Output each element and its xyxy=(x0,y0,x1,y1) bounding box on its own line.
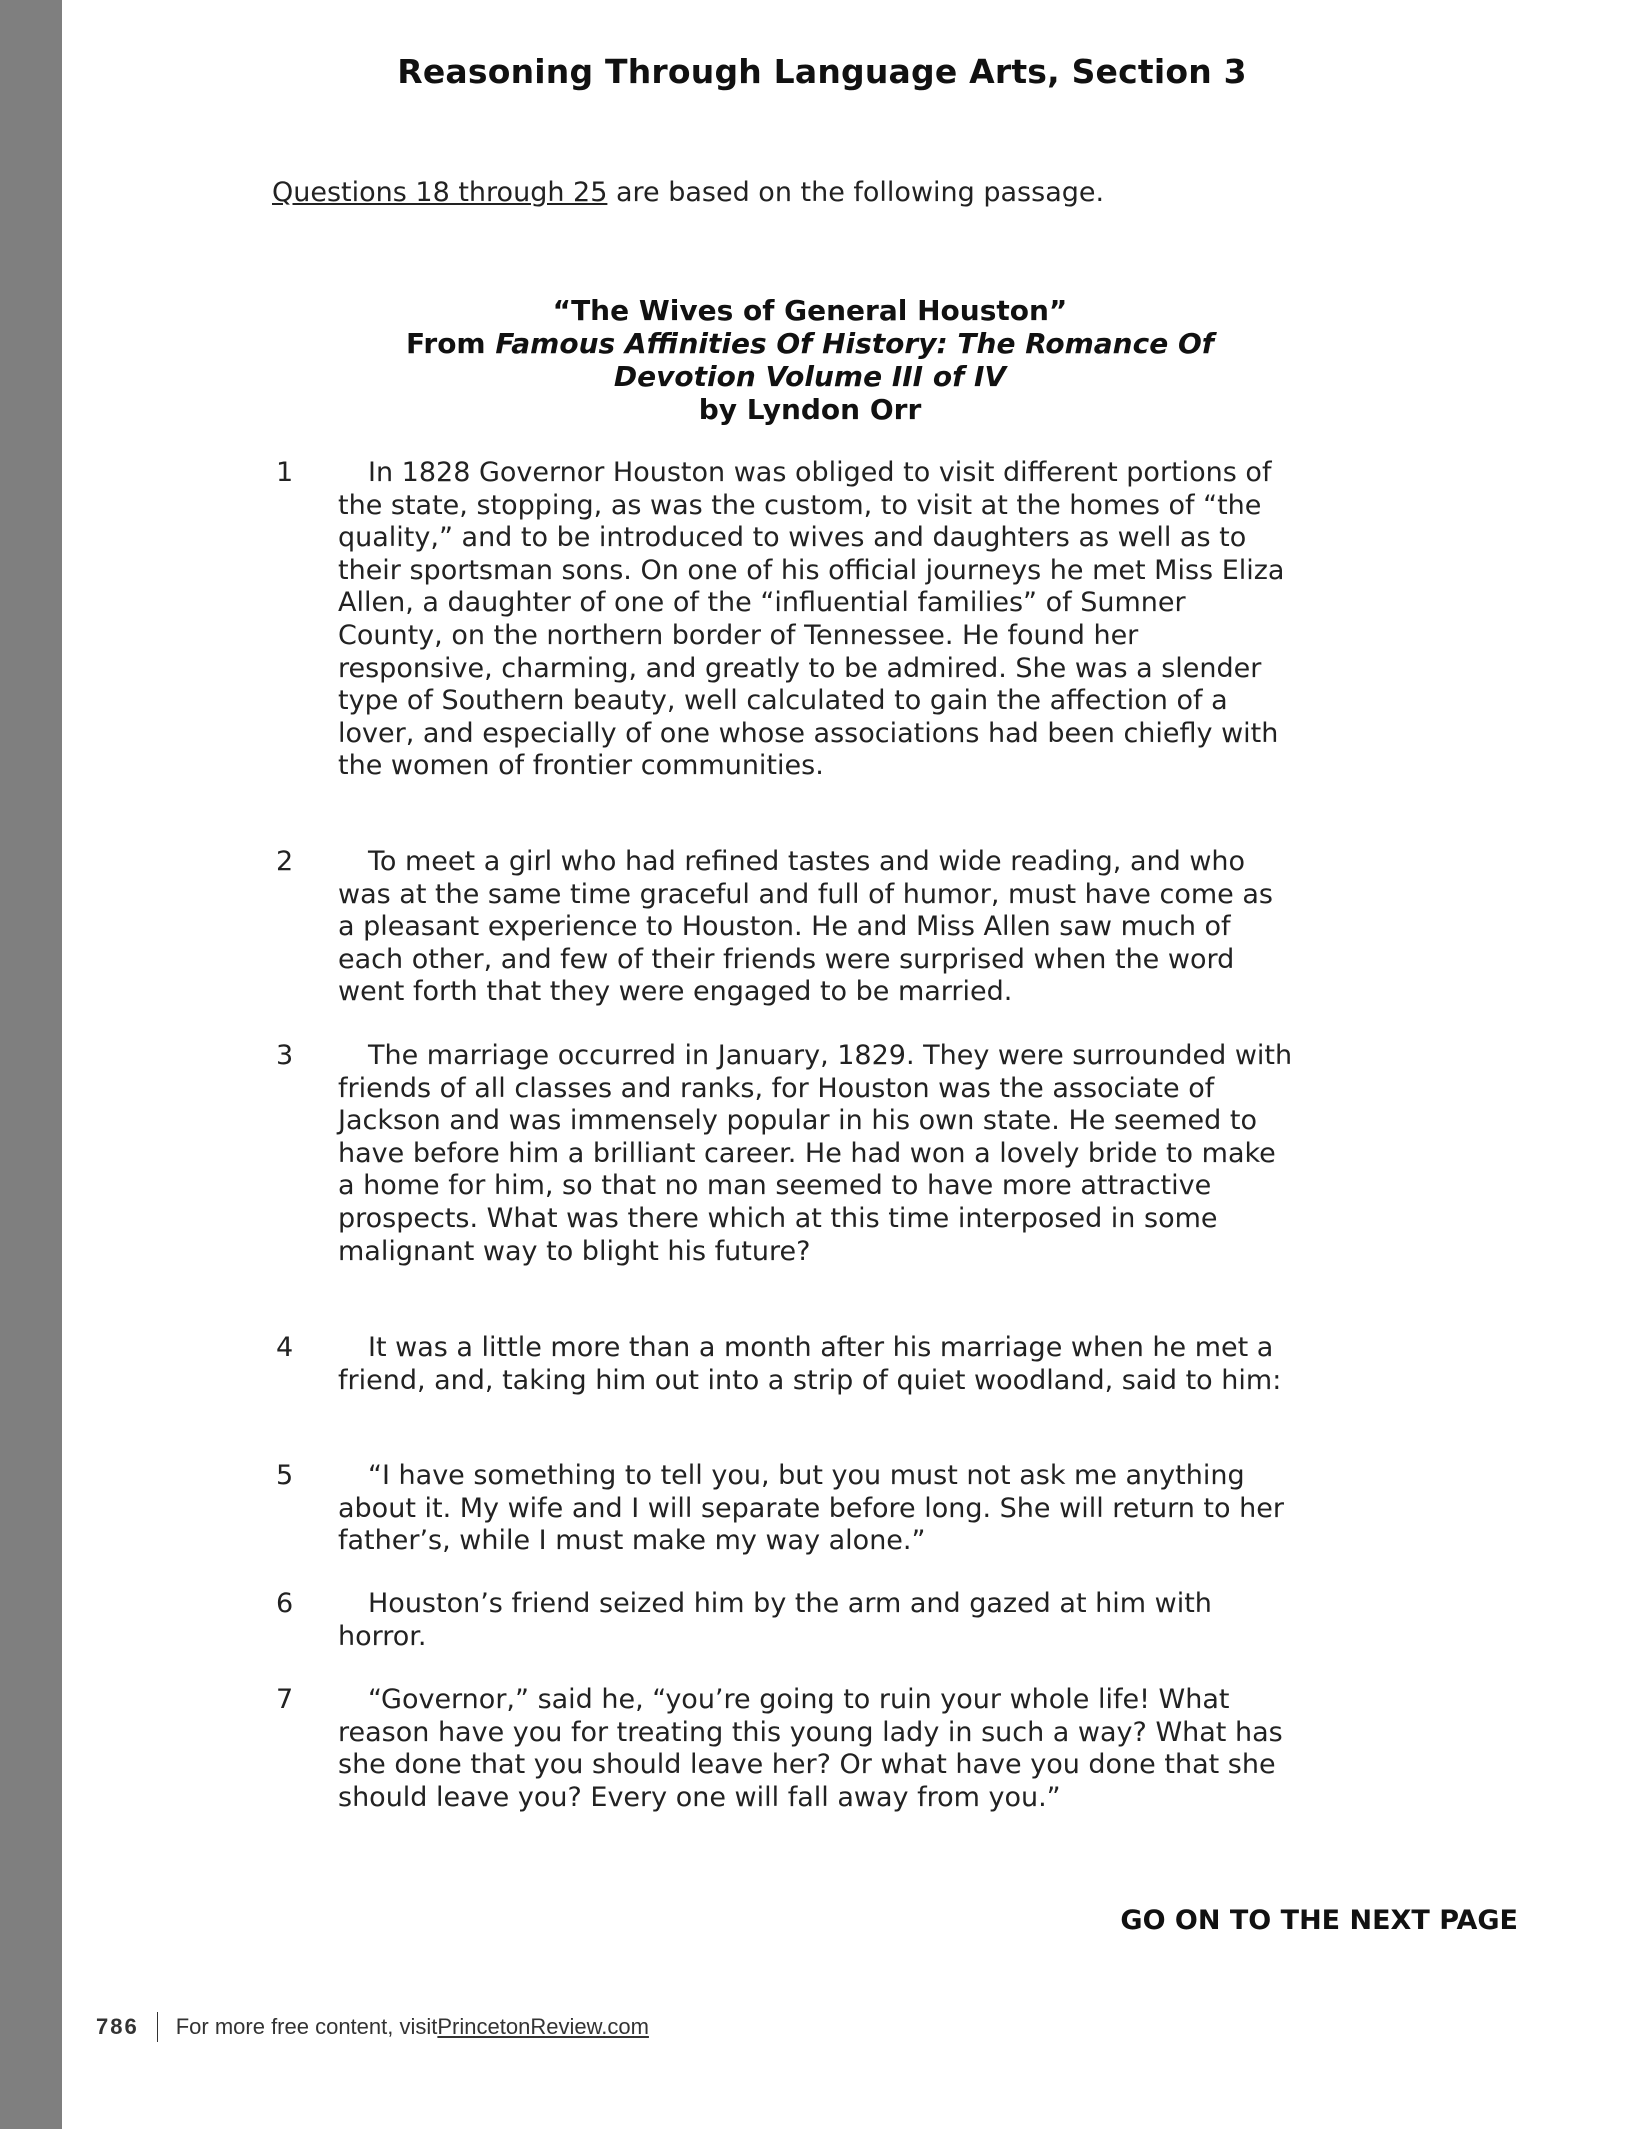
passage-source-line2: Devotion Volume III of IV xyxy=(613,360,1007,393)
paragraph-7 xyxy=(276,1684,1296,1814)
paragraph-number: 3 xyxy=(276,1040,294,1071)
source-title: Famous Affinities Of History: The Romance Of xyxy=(495,327,1214,360)
footer-divider xyxy=(157,2012,158,2042)
paragraph-6 xyxy=(276,1588,1296,1653)
paragraph-text: “I have something to tell you, but you must not ask me anything about it. My wife and I will separate before long. She will return to her father’s, while I must make my way alone.” xyxy=(338,1460,1284,1557)
intro-line xyxy=(272,177,1104,208)
paragraph-3 xyxy=(276,1040,1296,1268)
passage-source-line1 xyxy=(330,327,1290,360)
side-bar xyxy=(0,0,62,2129)
paragraph-number: 7 xyxy=(276,1684,294,1715)
questions-range-link: Questions 18 through 25 xyxy=(272,177,608,208)
paragraph-2 xyxy=(276,846,1296,1009)
paragraph-text: It was a little more than a month after his marriage when he met a friend, and, taking him out into a strip of quiet woodland, said to him: xyxy=(338,1332,1282,1396)
paragraph-text: The marriage occurred in January, 1829. They were surrounded with friends of all classes and ranks, for Houston was the associate of Jackson and was immensely popular in his own state. He seemed to have before him a brilliant career. He had won a lovely bride to make a home for him, so that no man seemed to have more attractive prospects. What was there which at this time interposed in some malignant way to blight his future? xyxy=(338,1040,1293,1267)
page-number: 786 xyxy=(96,2014,139,2039)
paragraph-1 xyxy=(276,457,1296,783)
from-prefix: From xyxy=(406,327,496,360)
page-footer xyxy=(96,2012,649,2042)
paragraph-text: To meet a girl who had refined tastes and wide reading, and who was at the same time graceful and full of humor, must have come as a pleasant experience to Houston. He and Miss Allen saw much of each other, and few of their friends were surprised when the word went forth that they were engaged to be married. xyxy=(338,846,1273,1008)
paragraph-number: 4 xyxy=(276,1332,294,1363)
passage-author: by Lyndon Orr xyxy=(698,393,922,426)
paragraph-text: In 1828 Governor Houston was obliged to visit different portions of the state, stopping, as was the custom, to visit at the homes of “the quality,” and to be introduced to wives and daughters as well as to their sportsman sons. On one of his official journeys he met Miss Eliza Allen, a daughter of one of the “influential families” of Sumner County, on the northern border of Tennessee. He found her responsive, charming, and greatly to be admired. She was a slender type of Southern beauty, well calculated to gain the affection of a lover, and especially of one whose associations had been chiefly with the women of frontier communities. xyxy=(338,457,1285,782)
paragraph-text: Houston’s friend seized him by the arm and gazed at him with horror. xyxy=(338,1588,1212,1652)
paragraph-text: “Governor,” said he, “you’re going to ruin your whole life! What reason have you for treating this young lady in such a way? What has she done that you should leave her? Or what have you done that she should leave you? Every one will fall away from you.” xyxy=(338,1684,1283,1813)
princeton-review-link[interactable]: PrincetonReview.com xyxy=(437,2014,649,2039)
go-on-next-page: GO ON TO THE NEXT PAGE xyxy=(1120,1905,1518,1936)
paragraph-number: 5 xyxy=(276,1460,294,1491)
paragraph-number: 6 xyxy=(276,1588,294,1619)
passage-title: “The Wives of General Houston” xyxy=(552,294,1068,327)
paragraph-number: 1 xyxy=(276,457,294,488)
paragraph-5 xyxy=(276,1460,1296,1558)
paragraph-number: 2 xyxy=(276,846,294,877)
footer-text: For more free content, visit xyxy=(175,2014,438,2039)
paragraph-4 xyxy=(276,1332,1296,1397)
passage-heading xyxy=(330,294,1290,426)
section-title: Reasoning Through Language Arts, Section 3 xyxy=(397,52,1247,91)
intro-rest: are based on the following passage. xyxy=(607,177,1105,208)
